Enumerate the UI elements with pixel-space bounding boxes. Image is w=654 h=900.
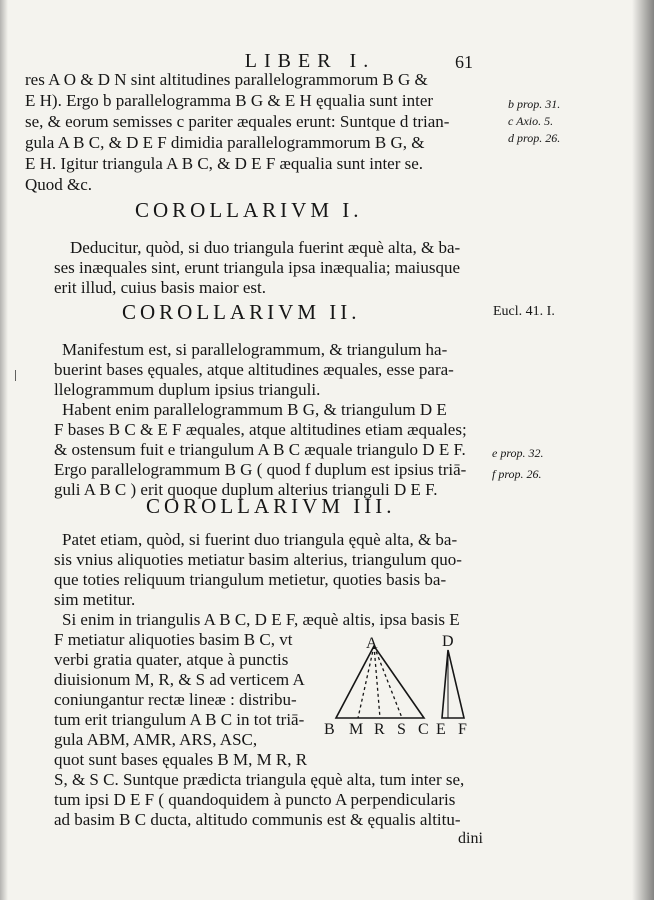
triangle-def (442, 650, 464, 718)
text-line: Patet etiam, quòd, si fuerint duo triangula ęquè alta, & ba- (62, 530, 458, 549)
page-right-shadow (632, 0, 654, 900)
corollary-heading: COROLLARIVM III. (146, 494, 396, 518)
running-head: LIBER I. (244, 50, 376, 72)
text-line: Quod &c. (25, 175, 93, 194)
margin-note: d prop. 26. (508, 131, 561, 145)
text-line: E H). Ergo b parallelogramma B G & E H ęqualia sunt inter (25, 91, 434, 110)
margin-note: e prop. 32. (492, 446, 544, 460)
text-line: F bases B C & E F æquales, atque altitudines etiam æquales; (54, 420, 467, 439)
triangle-figure (322, 632, 482, 742)
text-line: verbi gratia quater, atque à punctis (54, 650, 289, 669)
text-line: coniungantur rectæ lineæ : distribu- (54, 690, 297, 709)
division-lines (358, 646, 402, 718)
text-line: Ergo parallelogrammum B G ( quod f duplum est ipsius triā- (54, 460, 467, 479)
triangle-abc (336, 646, 424, 718)
margin-note: Eucl. 41. I. (493, 304, 555, 319)
text-line: erit illud, cuius basis maior est. (54, 278, 266, 297)
text-line: llelogrammum duplum ipsius trianguli. (54, 380, 321, 399)
label-c: C (418, 721, 429, 738)
text-line: diuisionum M, R, & S ad verticem A (54, 670, 305, 689)
catchword: dini (458, 830, 483, 847)
text-line: F metiatur aliquoties basim B C, vt (54, 630, 293, 649)
text-line: sis vnius aliquoties metiatur basim alterius, triangulum quo- (54, 550, 462, 569)
label-m: M (349, 721, 364, 738)
text-line: Manifestum est, si parallelogrammum, & triangulum ha- (62, 340, 448, 359)
label-f: F (458, 721, 467, 738)
corollary-heading: COROLLARIVM II. (122, 300, 361, 324)
text-line: quot sunt bases ęquales B M, M R, R (54, 750, 308, 769)
margin-note: b prop. 31. (508, 97, 561, 111)
text-line: res A O & D N sint altitudines parallelogrammorum B G & (25, 70, 428, 89)
label-b: B (324, 721, 335, 738)
label-e: E (436, 721, 446, 738)
text-line: Si enim in triangulis A B C, D E F, æquè altis, ipsa basis E (62, 610, 460, 629)
text-line: gula ABM, AMR, ARS, ASC, (54, 730, 258, 749)
text-line: E H. Igitur triangula A B C, & D E F æqualia sunt inter se. (25, 154, 424, 173)
text-line: sim metitur. (54, 590, 136, 609)
text-line: ad basim B C ducta, altitudo communis est & ęqualis altitu- (54, 810, 461, 829)
label-s: S (397, 721, 406, 738)
margin-note: c Axio. 5. (508, 114, 554, 128)
text-line: tum ipsi D E F ( quandoquidem à puncto A perpendicularis (54, 790, 456, 809)
text-line: Deducitur, quòd, si duo triangula fuerint æquè alta, & ba- (70, 238, 461, 257)
label-a: A (366, 635, 378, 652)
label-d: D (442, 633, 454, 650)
text-line: & ostensum fuit e triangulum A B C æquale triangulo D E F. (54, 440, 466, 459)
text-line: se, & eorum semisses c pariter æquales erunt: Suntque d trian- (25, 112, 450, 131)
text-line: ses inæquales sint, erunt triangula ipsa inæqualia; maiusque (54, 258, 461, 277)
text-line: tum erit triangulum A B C in tot triā- (54, 710, 305, 729)
text-line: Habent enim parallelogrammum B G, & triangulum D E (62, 400, 447, 419)
text-line: que toties reliquum triangulum metietur, quoties basis ba- (54, 570, 447, 589)
page-left-shadow (0, 0, 8, 900)
margin-note: f prop. 26. (492, 467, 542, 481)
page-number: 61 (455, 52, 473, 72)
margin-mark: ǀ (14, 368, 18, 385)
text-line: gula A B C, & D E F dimidia parallelogrammorum B G, & (25, 133, 425, 152)
text-line: S, & S C. Suntque prædicta triangula ęquè alta, tum inter se, (54, 770, 465, 789)
text-line: guli A B C ) erit quoque duplum alterius trianguli D E F. (54, 480, 438, 499)
text-line: buerint bases ęquales, atque altitudines æquales, esse para- (54, 360, 454, 379)
label-r: R (374, 721, 385, 738)
corollary-heading: COROLLARIVM I. (135, 198, 363, 222)
